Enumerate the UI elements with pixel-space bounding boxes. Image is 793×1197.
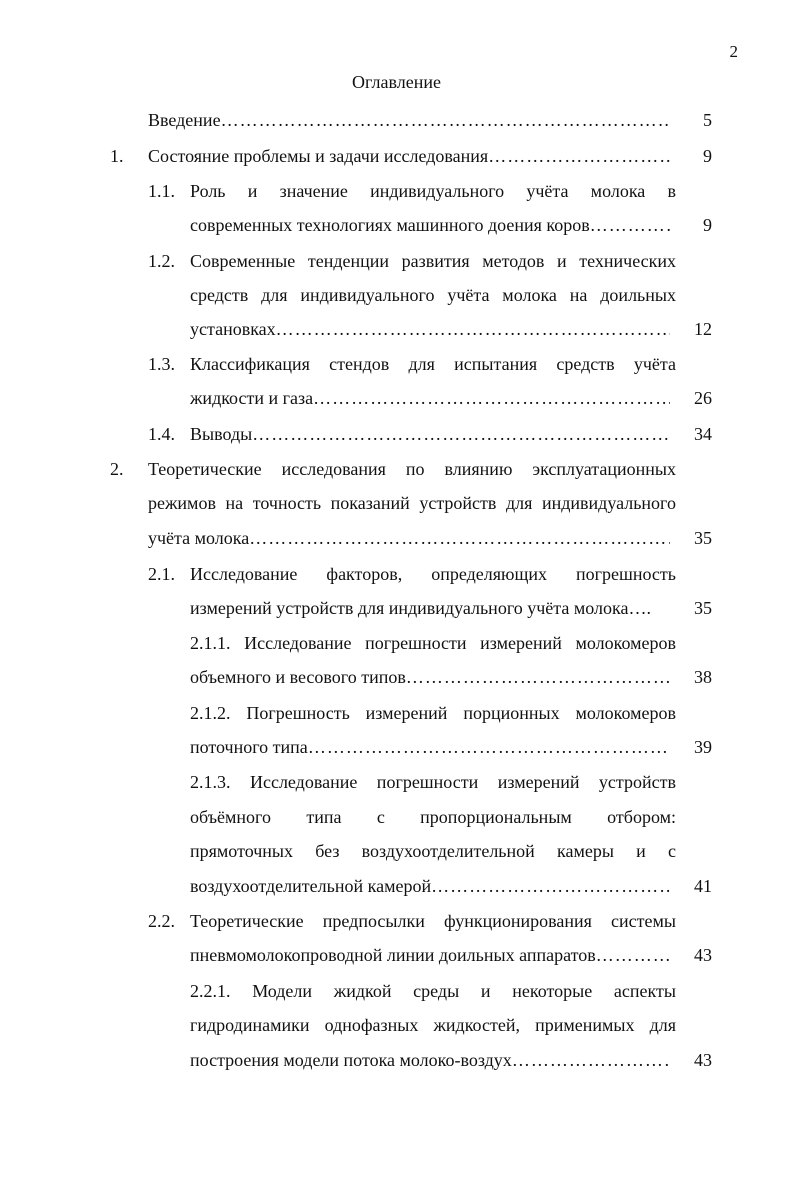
- dot-leader: [431, 873, 670, 899]
- toc-entry-text: объемного и весового типов: [190, 667, 406, 687]
- toc-entry-line: 2.2.1. Модели жидкой среды и некоторые аспекты: [190, 981, 676, 1001]
- toc-entry-line: 2.1.1. Исследование погрешности измерений молокомеров: [190, 633, 676, 653]
- toc-entry-line: прямоточных без воздухоотделительной камеры и с: [190, 841, 676, 861]
- toc-entry-ch1: [148, 143, 670, 169]
- toc-entry-s12: [190, 316, 670, 342]
- toc-entry-s211: [190, 664, 670, 690]
- dot-leader: [276, 316, 670, 342]
- dot-leader: [590, 212, 670, 238]
- toc-entry-line: 2.1.2. Погрешность измерений порционных молокомеров: [190, 703, 676, 723]
- toc-entry-s13: [190, 385, 670, 411]
- toc-entry-line: 2.1.3. Исследование погрешности измерений устройств: [190, 772, 676, 792]
- toc-entry-intro: [148, 107, 670, 133]
- toc-entry-text: воздухоотделительной камерой: [190, 876, 432, 896]
- toc-entry-line: гидродинамики однофазных жидкостей, применимых для: [190, 1015, 676, 1035]
- dot-leader: [221, 107, 670, 133]
- toc-entry-text: пневмомолокопроводной линии доильных аппаратов: [190, 945, 596, 965]
- toc-entry-page: 12: [694, 319, 712, 339]
- toc-entry-line: Классификация стендов для испытания средств учёта: [190, 354, 676, 374]
- toc-number: 2.1.: [148, 564, 175, 584]
- toc-entry-line: Теоретические исследования по влиянию эксплуатационных: [148, 459, 676, 479]
- page-title: Оглавление: [352, 72, 441, 92]
- toc-number: 2.: [110, 459, 124, 479]
- toc-entry-line: режимов на точность показаний устройств для индивидуального: [148, 493, 676, 513]
- toc-entry-page: 5: [703, 110, 712, 130]
- dot-leader: [488, 143, 670, 169]
- toc-entry-s22: [190, 942, 670, 968]
- dot-leader: [406, 664, 670, 690]
- toc-entry-s11: [190, 212, 670, 238]
- toc-number: 1.4.: [148, 424, 175, 444]
- toc-entry-page: 39: [694, 737, 712, 757]
- dot-leader: [313, 385, 670, 411]
- toc-number: 1.2.: [148, 251, 175, 271]
- toc-entry-page: 43: [694, 1050, 712, 1070]
- page-number: 2: [729, 42, 738, 61]
- toc-entry-page: 34: [694, 424, 712, 444]
- toc-entry-line: Исследование факторов, определяющих погрешность: [190, 564, 676, 584]
- toc-entry-line: Роль и значение индивидуального учёта молока в: [190, 181, 676, 201]
- toc-entry-page: 35: [694, 598, 712, 618]
- toc-entry-text: установках: [190, 319, 276, 339]
- toc-entry-text: жидкости и газа: [190, 388, 314, 408]
- toc-entry-line: Теоретические предпосылки функционирования системы: [190, 911, 676, 931]
- toc-entry-page: 9: [703, 146, 712, 166]
- toc-entry-page: 43: [694, 945, 712, 965]
- toc-entry-text: Состояние проблемы и задачи исследования: [148, 146, 489, 166]
- dot-leader: [249, 525, 670, 551]
- toc-entry-s212: [190, 734, 670, 760]
- toc-number: 1.1.: [148, 181, 175, 201]
- toc-entry-text: построения модели потока молоко-воздух: [190, 1050, 512, 1070]
- toc-number: 1.: [110, 146, 124, 166]
- toc-entry-line: Современные тенденции развития методов и технических: [190, 251, 676, 271]
- toc-entry-text: современных технологиях машинного доения коров: [190, 215, 590, 235]
- dot-leader: [512, 1047, 670, 1073]
- toc-entry-s14: [190, 421, 670, 447]
- toc-entry-s213: [190, 873, 670, 899]
- dot-leader: [252, 421, 670, 447]
- toc-entry-line: измерений устройств для индивидуального учёта молока….: [190, 598, 651, 618]
- toc-entry-line: объёмного типа с пропорциональным отбором:: [190, 807, 676, 827]
- toc-entry-page: 38: [694, 667, 712, 687]
- toc-entry-text: поточного типа: [190, 737, 308, 757]
- toc-entry-line: средств для индивидуального учёта молока на доильных: [190, 285, 676, 305]
- toc-entry-page: 9: [703, 215, 712, 235]
- toc-entry-s221: [190, 1047, 670, 1073]
- toc-number: 2.2.: [148, 911, 175, 931]
- toc-entry-text: Выводы: [190, 424, 253, 444]
- toc-entry-page: 26: [694, 388, 712, 408]
- toc-entry-page: 35: [694, 528, 712, 548]
- toc-entry-text: учёта молока: [148, 528, 250, 548]
- toc-number: 1.3.: [148, 354, 175, 374]
- toc-entry-ch2: [148, 525, 670, 551]
- toc-entry-text: Введение: [148, 110, 221, 130]
- toc-entry-page: 41: [694, 876, 712, 896]
- dot-leader: [596, 942, 670, 968]
- dot-leader: [308, 734, 670, 760]
